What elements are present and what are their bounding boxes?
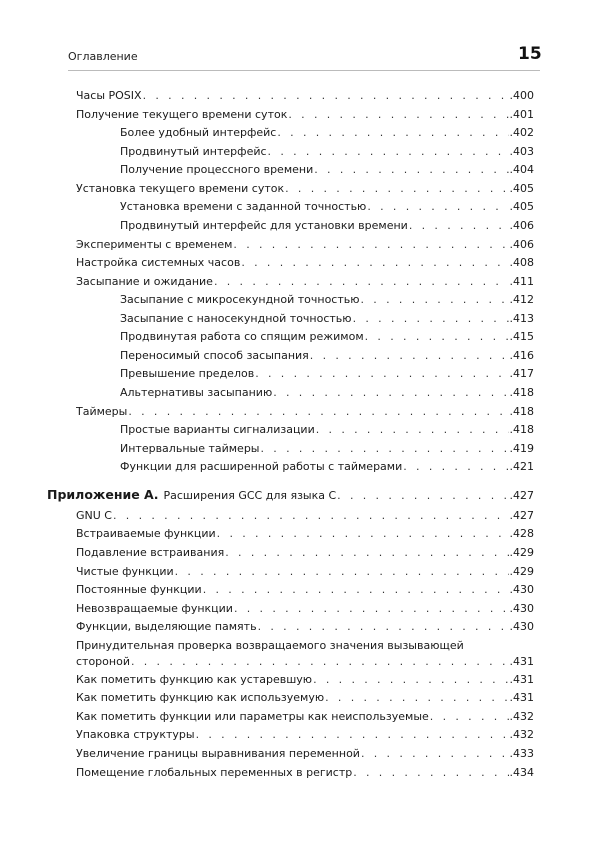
- toc-entry-page: .433: [509, 747, 534, 760]
- dot-leader: [430, 710, 509, 724]
- dot-leader: [353, 312, 509, 326]
- toc-entry-page: .402: [509, 126, 534, 140]
- dot-leader: [313, 673, 508, 687]
- dot-leader: [203, 583, 509, 597]
- toc-subentry[interactable]: [76, 126, 534, 145]
- header-divider: [68, 70, 540, 71]
- toc-entry-page: .418: [509, 423, 534, 437]
- toc-entry-title: Встраиваемые функции: [76, 527, 216, 541]
- toc-entry-title: Невозвращаемые функции: [76, 601, 233, 615]
- dot-leader: [361, 293, 509, 307]
- toc-subentry[interactable]: [76, 349, 534, 368]
- dot-leader: [131, 655, 509, 669]
- toc-entry-title: Функции, выделяющие память: [76, 620, 257, 634]
- toc-entry: [76, 655, 534, 673]
- toc-entry[interactable]: [76, 405, 534, 424]
- toc-entry-page: .432: [509, 728, 534, 742]
- toc-subentry[interactable]: [76, 386, 534, 405]
- toc-entry-page: .432: [509, 709, 534, 723]
- dot-leader: [196, 728, 509, 742]
- page-number: 15: [518, 44, 542, 64]
- toc-entry[interactable]: [76, 527, 534, 546]
- dot-leader: [217, 527, 509, 541]
- toc-entry-title: Превышение пределов: [120, 367, 255, 381]
- toc-subentry[interactable]: [76, 442, 534, 461]
- dot-leader: [285, 182, 508, 196]
- dot-leader: [225, 546, 508, 560]
- toc-entry-page: .429: [509, 564, 534, 578]
- toc-subentry[interactable]: [76, 460, 534, 479]
- dot-leader: [361, 747, 509, 761]
- toc-entry-page: .415: [509, 330, 534, 344]
- toc-entry-title: Более удобный интерфейс: [120, 126, 277, 140]
- dot-leader: [314, 163, 508, 177]
- toc-appendix-heading[interactable]: [47, 488, 534, 509]
- dot-leader: [113, 509, 509, 523]
- toc-entry-title: Засыпание с наносекундной точностью: [120, 311, 352, 325]
- toc-entry-page: .431: [509, 672, 534, 686]
- toc-entry-page: .413: [509, 311, 534, 325]
- toc-subentry[interactable]: [76, 145, 534, 164]
- toc-entry-page: .416: [509, 348, 534, 362]
- toc-entry-page: .417: [509, 367, 534, 381]
- toc-entry-title: Продвинутая работа со спящим режимом: [120, 330, 364, 344]
- dot-leader: [316, 423, 509, 437]
- dot-leader: [255, 367, 508, 381]
- toc-entry-page: .430: [509, 583, 534, 597]
- toc-subentry[interactable]: [76, 219, 534, 238]
- toc-entry-page: .400: [509, 89, 534, 102]
- toc-entry[interactable]: [76, 728, 534, 747]
- dot-leader: [409, 219, 509, 233]
- toc-entry[interactable]: [76, 238, 534, 257]
- toc-entry-page: .427: [509, 488, 534, 502]
- dot-leader: [310, 349, 509, 363]
- dot-leader: [128, 405, 508, 419]
- toc-entry-page: .421: [509, 460, 534, 474]
- toc-entry[interactable]: [76, 89, 534, 108]
- toc-entry[interactable]: [76, 620, 534, 639]
- appendix-title: Расширения GCC для языка С: [163, 488, 337, 502]
- toc-entry-title: Как пометить функцию как устаревшую: [76, 672, 313, 686]
- toc-entry-page: .406: [509, 218, 534, 232]
- dot-leader: [403, 460, 508, 474]
- toc-entry-title: Интервальные таймеры: [120, 441, 260, 455]
- dot-leader: [268, 145, 509, 159]
- dot-leader: [273, 386, 508, 400]
- toc-entry-title: Установка времени с заданной точностью: [120, 200, 367, 214]
- toc-subentry[interactable]: [76, 293, 534, 312]
- toc-entry-page: .418: [509, 404, 534, 418]
- toc-entry-page: .431: [509, 654, 534, 668]
- toc-entry-page: .405: [509, 181, 534, 195]
- toc-entry[interactable]: [76, 710, 534, 729]
- dot-leader: [214, 275, 509, 289]
- toc-entry-title: Получение процессного времени: [120, 163, 314, 177]
- toc-entry[interactable]: [76, 256, 534, 275]
- toc-entry-page: .412: [509, 293, 534, 307]
- toc-entry-page: .434: [509, 765, 534, 779]
- toc-entry-title: Как пометить функции или параметры как неиспользуемые: [76, 709, 429, 723]
- toc-entry-page: .419: [509, 441, 534, 455]
- toc-entry-page: .428: [509, 527, 534, 541]
- toc-entry-title: Подавление встраивания: [76, 545, 225, 559]
- dot-leader: [234, 602, 509, 616]
- toc-entry-title: Альтернативы засыпанию: [120, 386, 273, 399]
- dot-leader: [277, 126, 508, 140]
- toc-subentry[interactable]: [76, 423, 534, 442]
- dot-leader: [353, 766, 508, 780]
- toc-entry-title: Засыпание и ожидание: [76, 274, 213, 288]
- appendix-label: Приложение А.: [47, 487, 159, 502]
- dot-leader: [261, 442, 509, 456]
- toc-entry-page: .403: [509, 144, 534, 158]
- toc-entry-multiline[interactable]: [76, 639, 534, 673]
- toc-entry-title: Настройка системных часов: [76, 256, 241, 270]
- toc-entry-title: Эксперименты с временем: [76, 237, 233, 251]
- toc-entry-title: Простые варианты сигнализации: [120, 423, 315, 437]
- toc-entry[interactable]: [76, 108, 534, 127]
- toc-entry-page: .427: [509, 508, 534, 522]
- toc-entry[interactable]: [76, 565, 534, 584]
- toc-entry-page: .418: [509, 386, 534, 399]
- toc-entry-title: Чистые функции: [76, 564, 174, 578]
- toc-entry-title: Помещение глобальных переменных в регистр: [76, 765, 353, 779]
- toc-entry-title: стороной: [76, 654, 130, 668]
- dot-leader: [233, 238, 508, 252]
- toc-entry[interactable]: [76, 275, 534, 294]
- toc-subentry[interactable]: [76, 163, 534, 182]
- toc-subentry[interactable]: [76, 367, 534, 386]
- dot-leader: [288, 108, 508, 122]
- dot-leader: [365, 330, 509, 344]
- toc-entry-page: .401: [509, 107, 534, 121]
- toc-entry-title: Упаковка структуры: [76, 728, 195, 742]
- dot-leader: [241, 256, 508, 270]
- dot-leader: [258, 620, 509, 634]
- toc-entry[interactable]: [76, 747, 534, 766]
- toc-entry[interactable]: [76, 673, 534, 692]
- toc-subentry[interactable]: [76, 330, 534, 349]
- toc-subentry[interactable]: [76, 312, 534, 331]
- toc-entry-title: Переносимый способ засыпания: [120, 348, 309, 362]
- running-header-title: Оглавление: [68, 50, 138, 63]
- toc-entry-page: .429: [509, 545, 534, 559]
- toc-entry-page: .431: [509, 691, 534, 705]
- toc-entry-title: Установка текущего времени суток: [76, 181, 285, 195]
- toc-entry-title: Засыпание с микросекундной точностью: [120, 293, 360, 307]
- table-of-contents: [47, 89, 534, 784]
- toc-entry-title: Часы POSIX: [76, 89, 142, 102]
- toc-entry-title: Продвинутый интерфейс для установки времени: [120, 218, 408, 232]
- toc-entry-page: .408: [509, 256, 534, 270]
- toc-entry[interactable]: [76, 602, 534, 621]
- toc-entry-title: Продвинутый интерфейс: [120, 144, 267, 158]
- toc-entry-title: Постоянные функции: [76, 583, 202, 597]
- dot-leader: [143, 89, 509, 103]
- toc-entry[interactable]: [76, 182, 534, 201]
- toc-entry-title: GNU C: [76, 508, 112, 522]
- toc-entry[interactable]: [76, 691, 534, 710]
- toc-entry-page: .430: [509, 601, 534, 615]
- dot-leader: [325, 691, 508, 705]
- toc-entry[interactable]: [76, 766, 534, 785]
- toc-subentry[interactable]: [76, 200, 534, 219]
- toc-entry-page: .406: [509, 237, 534, 251]
- toc-entry-title: Увеличение границы выравнивания переменной: [76, 747, 360, 760]
- toc-entry[interactable]: [76, 546, 534, 565]
- toc-entry-title-line: Принудительная проверка возвращаемого значения вызывающей: [76, 638, 464, 652]
- dot-leader: [175, 565, 509, 579]
- toc-entry-title: Получение текущего времени суток: [76, 107, 288, 121]
- toc-entry-page: .411: [509, 274, 534, 288]
- toc-entry-page: .404: [509, 163, 534, 177]
- toc-entry-page: .405: [509, 200, 534, 214]
- toc-entry-title: Как пометить функцию как используемую: [76, 691, 325, 705]
- toc-entry[interactable]: [76, 583, 534, 602]
- toc-entry-title: Функции для расширенной работы с таймерами: [120, 460, 403, 474]
- dot-leader: [367, 200, 508, 214]
- toc-entry-page: .430: [509, 620, 534, 634]
- toc-entry[interactable]: [76, 509, 534, 528]
- toc-entry-title: Таймеры: [76, 404, 128, 418]
- dot-leader: [337, 489, 508, 503]
